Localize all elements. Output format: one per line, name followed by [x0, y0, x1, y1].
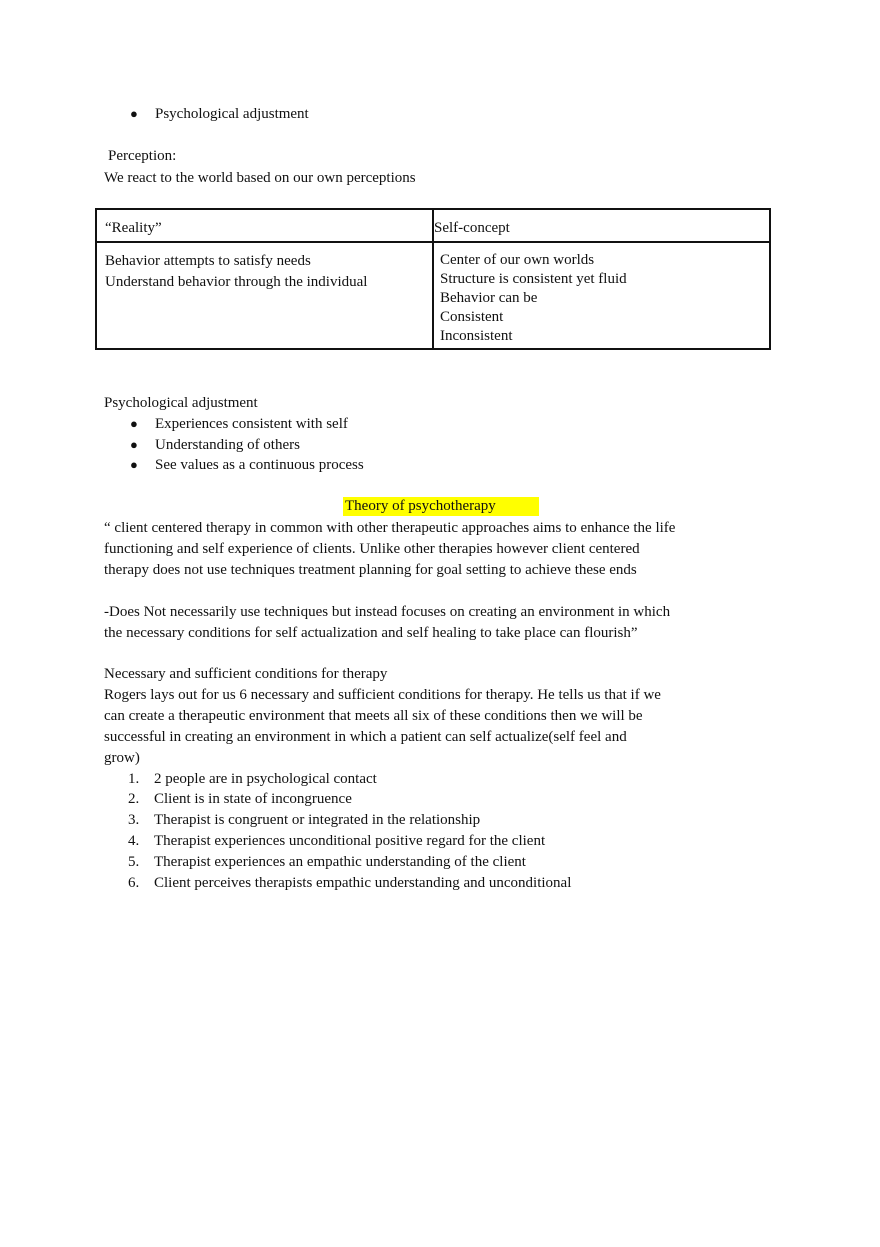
table-cell-reality: [96, 242, 433, 349]
table-header-row: [96, 209, 770, 242]
adjustment-heading: Psychological adjustment: [104, 395, 258, 411]
cell-line: Understand behavior through the individual: [105, 274, 368, 290]
item-text: Therapist experiences unconditional positive regard for the client: [154, 833, 546, 849]
item-number: 1.: [128, 771, 140, 787]
item-number: 4.: [128, 833, 140, 849]
item-number: 2.: [128, 791, 140, 807]
cell-line: Behavior can be: [440, 290, 538, 306]
quote-line: “ client centered therapy in common with other therapeutic approaches aims to enhance the life: [104, 520, 676, 536]
table-cell-self-concept: [433, 242, 770, 349]
bullet-icon: ●: [130, 437, 138, 452]
item-number: 6.: [128, 875, 140, 891]
conditions-intro-line: can create a therapeutic environment that meets all six of these conditions then we will be: [104, 708, 643, 724]
item-text: Client is in state of incongruence: [154, 791, 352, 807]
list-item-text: Experiences consistent with self: [155, 416, 348, 432]
table-header-cell: “Reality”: [96, 209, 433, 242]
numbered-item: [128, 831, 545, 851]
item-text: 2 people are in psychological contact: [154, 771, 377, 787]
bullet-icon: ●: [130, 106, 138, 121]
conditions-intro-line: grow): [104, 750, 140, 766]
reality-self-concept-table: [95, 208, 771, 350]
numbered-item: [128, 852, 526, 872]
item-text: Therapist is congruent or integrated in the relationship: [154, 812, 481, 828]
item-text: Client perceives therapists empathic understanding and unconditional: [154, 875, 572, 891]
cell-line: Structure is consistent yet fluid: [440, 271, 627, 287]
conditions-intro-line: Rogers lays out for us 6 necessary and sufficient conditions for therapy. He tells us that if we: [104, 687, 661, 703]
cell-line: Center of our own worlds: [440, 252, 595, 268]
numbered-item: [128, 769, 377, 789]
cell-line: Inconsistent: [440, 328, 513, 344]
list-item: [130, 435, 300, 455]
numbered-item: [128, 810, 480, 830]
list-item: [130, 455, 364, 475]
list-item: [130, 414, 348, 434]
list-item: [130, 104, 309, 124]
item-number: 5.: [128, 854, 140, 870]
conditions-intro-line: successful in creating an environment in which a patient can self actualize(self feel and: [104, 729, 627, 745]
conditions-heading: Necessary and sufficient conditions for therapy: [104, 666, 388, 682]
table-header-cell: Self-concept: [433, 209, 770, 242]
perception-text: We react to the world based on our own perceptions: [104, 170, 416, 186]
perception-heading: Perception:: [108, 148, 177, 164]
list-item-text: Psychological adjustment: [155, 106, 309, 122]
cell-line: Behavior attempts to satisfy needs: [105, 253, 311, 269]
quote-line: therapy does not use techniques treatment planning for goal setting to achieve these ends: [104, 562, 637, 578]
quote-line: functioning and self experience of clients. Unlike other therapies however client centered: [104, 541, 640, 557]
bullet-icon: ●: [130, 416, 138, 431]
item-text: Therapist experiences an empathic understanding of the client: [154, 854, 526, 870]
section-title: Theory of psychotherapy: [345, 498, 496, 514]
bullet-icon: ●: [130, 457, 138, 472]
note-line: the necessary conditions for self actualization and self healing to take place can flourish”: [104, 625, 638, 641]
numbered-item: [128, 873, 571, 893]
table-row: [96, 242, 770, 349]
numbered-item: [128, 789, 352, 809]
item-number: 3.: [128, 812, 140, 828]
list-item-text: Understanding of others: [155, 437, 300, 453]
note-line: -Does Not necessarily use techniques but instead focuses on creating an environment in which: [104, 604, 671, 620]
list-item-text: See values as a continuous process: [155, 457, 364, 473]
cell-line: Consistent: [440, 309, 504, 325]
